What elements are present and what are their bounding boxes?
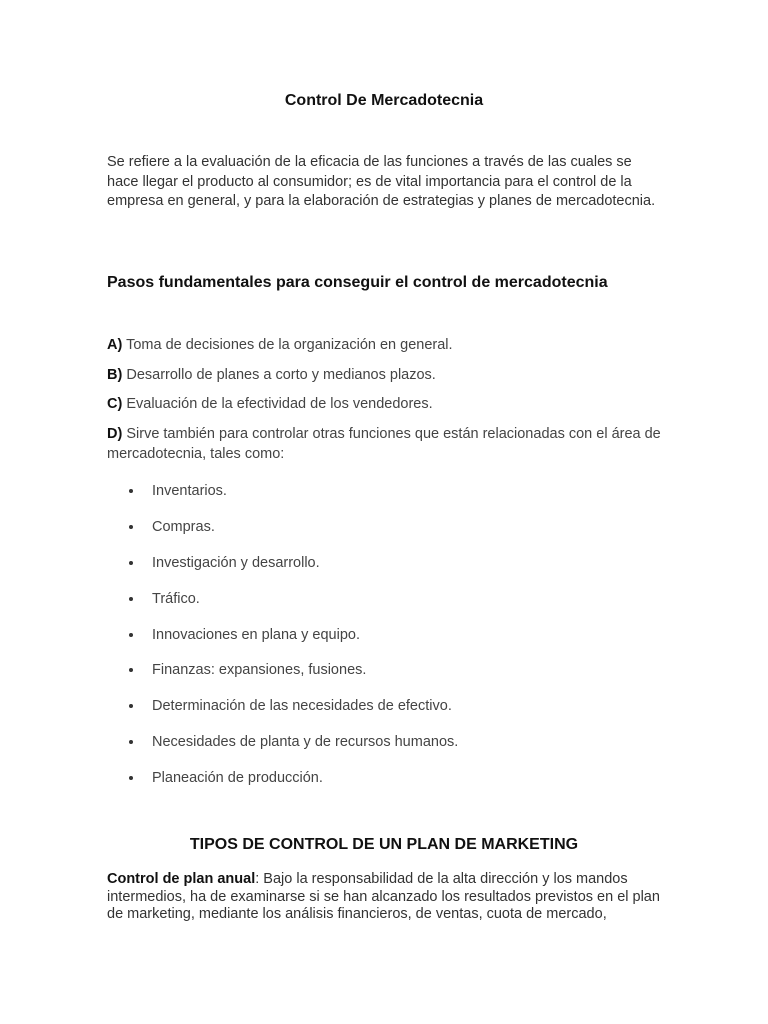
section-heading-control-types: TIPOS DE CONTROL DE UN PLAN DE MARKETING (189, 836, 579, 853)
bullet-icon (129, 776, 133, 780)
step-text: Toma de decisiones de la organización en general. (122, 337, 453, 353)
bullet-icon (129, 704, 133, 708)
annual-control-label: Control de plan anual (107, 871, 256, 887)
list-item (107, 696, 458, 732)
list-item (107, 553, 458, 589)
step-label: D) (107, 426, 123, 442)
list-item-text: Finanzas: expansiones, fusiones. (152, 662, 367, 679)
step-d (107, 425, 667, 464)
step-b (107, 366, 667, 386)
bullet-icon (129, 597, 133, 601)
step-a (107, 336, 667, 356)
list-item-text: Compras. (152, 518, 215, 535)
functions-list (107, 481, 458, 804)
step-text: Desarrollo de planes a corto y medianos plazos. (122, 367, 436, 383)
intro-paragraph: Se refiere a la evaluación de la eficacia de las funciones a través de las cuales se hace llegar el producto al consumidor; es de vital importancia para el control de la empresa en general, y para la elaboración de estrategias y planes de mercadotecnia. (107, 154, 656, 209)
bullet-icon (129, 489, 133, 493)
bullet-icon (129, 561, 133, 565)
list-item (107, 660, 458, 696)
list-item (107, 517, 458, 553)
annual-control-text: : Bajo la responsabilidad de la alta dirección y los mandos intermedios, ha de examinarse si se han alcanzado los resultados previstos en el plan de marketing, mediante los análisis financieros, de ventas, cuota de mercado, (107, 871, 660, 922)
bullet-icon (129, 668, 133, 672)
bullet-icon (129, 633, 133, 637)
list-item (107, 768, 458, 804)
step-label: A) (107, 337, 123, 353)
step-label: B) (107, 367, 123, 383)
section-heading-steps: Pasos fundamentales para conseguir el control de mercadotecnia (107, 274, 608, 291)
bullet-icon (129, 740, 133, 744)
list-item-text: Tráfico. (152, 590, 200, 607)
list-item (107, 481, 458, 517)
step-label: C) (107, 396, 123, 412)
list-item (107, 732, 458, 768)
list-item-text: Innovaciones en plana y equipo. (152, 626, 360, 643)
bullet-icon (129, 525, 133, 529)
list-item (107, 589, 458, 625)
document-title: Control De Mercadotecnia (284, 92, 484, 109)
list-item-text: Inventarios. (152, 483, 227, 499)
list-item-text: Planeación de producción. (152, 770, 323, 787)
step-c (107, 395, 667, 415)
annual-control-paragraph (107, 871, 667, 924)
list-item-text: Necesidades de planta y de recursos humanos. (152, 734, 459, 751)
list-item-text: Investigación y desarrollo. (152, 554, 320, 571)
list-item-text: Determinación de las necesidades de efectivo. (152, 698, 452, 715)
step-text: Evaluación de la efectividad de los vendedores. (122, 396, 433, 412)
list-item (107, 625, 458, 661)
step-text: Sirve también para controlar otras funciones que están relacionadas con el área de mercadotecnia, tales como: (107, 426, 661, 462)
